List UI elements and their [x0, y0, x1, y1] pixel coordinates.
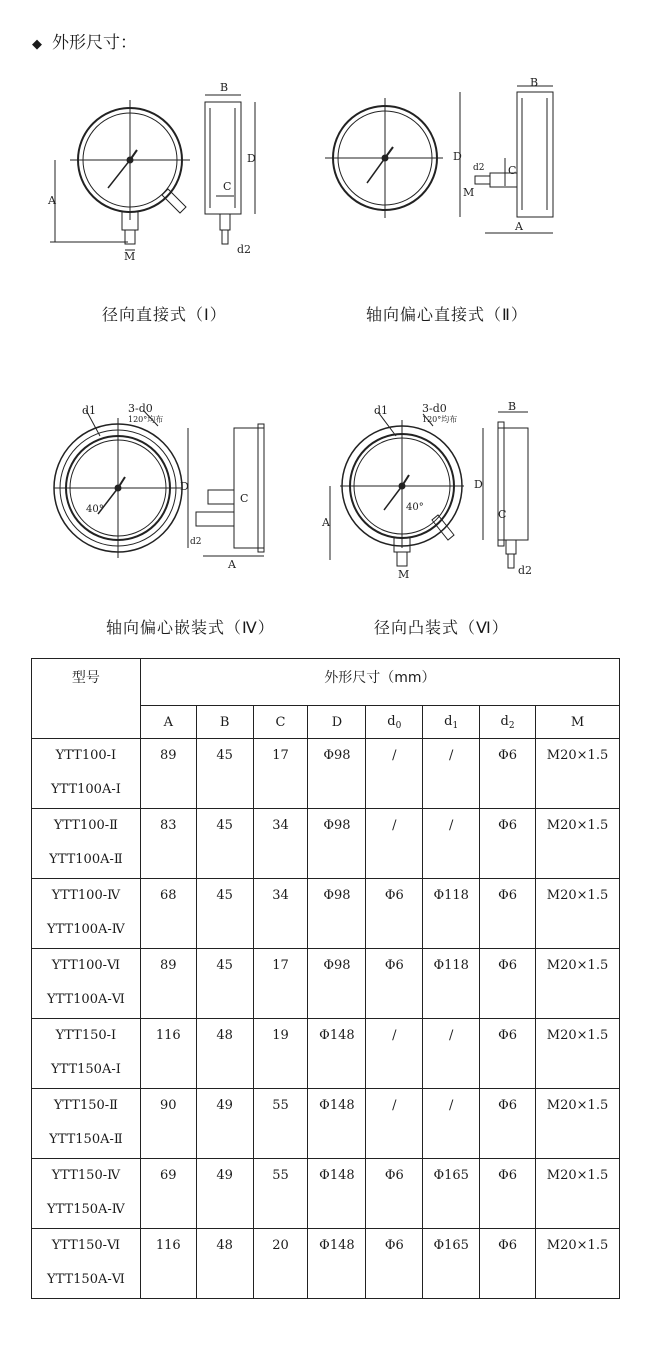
table-row	[32, 739, 620, 809]
dim-label: D	[247, 152, 256, 165]
value-cell: Φ118	[423, 879, 480, 949]
figure-axial-eccentric-flush	[48, 398, 308, 573]
value-cell: 17	[253, 949, 308, 1019]
dim-label: D	[453, 150, 462, 163]
model-name: YTT100A-Ⅱ	[49, 852, 123, 867]
value-cell: 34	[253, 809, 308, 879]
value-cell: Φ6	[480, 739, 536, 809]
value-cell: 17	[253, 739, 308, 809]
model-name: YTT100-Ⅰ	[55, 748, 117, 763]
section-heading	[32, 28, 137, 53]
figure-caption: 径向直接式（Ⅰ）	[102, 305, 227, 324]
value-cell: Φ6	[366, 879, 423, 949]
column-header: A	[140, 706, 196, 739]
value-cell: Φ148	[308, 1159, 366, 1229]
column-header: M	[536, 706, 620, 739]
dim-label: 40°	[406, 502, 424, 513]
table-row	[32, 949, 620, 1019]
dim-label: 40°	[86, 504, 104, 515]
value-cell: 83	[140, 809, 196, 879]
value-cell: /	[366, 1019, 423, 1089]
dim-label: d2	[237, 243, 252, 256]
value-cell: /	[366, 739, 423, 809]
dimension-table	[31, 658, 620, 1299]
table-row	[32, 1229, 620, 1299]
value-cell: Φ148	[308, 1089, 366, 1159]
value-cell: 48	[196, 1019, 253, 1089]
dim-label: d2	[518, 564, 533, 577]
value-cell: 89	[140, 739, 196, 809]
value-cell: 45	[196, 879, 253, 949]
value-cell: M20×1.5	[536, 1019, 620, 1089]
value-cell: 55	[253, 1089, 308, 1159]
value-cell: 55	[253, 1159, 308, 1229]
dim-label: D	[180, 480, 189, 493]
column-header: B	[196, 706, 253, 739]
value-cell: 90	[140, 1089, 196, 1159]
value-cell: /	[366, 809, 423, 879]
column-header: C	[253, 706, 308, 739]
value-cell: Φ6	[366, 1159, 423, 1229]
column-header: $d_0$	[366, 706, 423, 739]
dim-label: B	[530, 78, 539, 89]
figure-caption: 轴向偏心嵌装式（Ⅳ）	[106, 618, 275, 637]
model-name: YTT150A-Ⅱ	[49, 1132, 123, 1147]
value-cell: 45	[196, 809, 253, 879]
dim-label: C	[240, 492, 249, 505]
model-name: YTT100-Ⅱ	[53, 818, 119, 833]
figure-axial-eccentric-direct	[325, 78, 565, 243]
dim-label: d1	[374, 404, 389, 417]
value-cell: 48	[196, 1229, 253, 1299]
value-cell: Φ6	[480, 879, 536, 949]
value-cell: Φ6	[480, 1019, 536, 1089]
value-cell: Φ6	[480, 1229, 536, 1299]
value-cell: Φ98	[308, 949, 366, 1019]
model-name: YTT150A-Ⅵ	[47, 1272, 125, 1287]
dim-label: M	[463, 186, 475, 199]
dim-label: 120°均布	[128, 415, 164, 424]
value-cell: 69	[140, 1159, 196, 1229]
dim-label: M	[398, 568, 410, 581]
dim-label: 120°均布	[422, 415, 458, 424]
value-cell: 49	[196, 1089, 253, 1159]
dim-label: C	[508, 164, 517, 177]
value-cell: Φ6	[480, 809, 536, 879]
dim-label: 3-d0	[422, 402, 447, 415]
value-cell: Φ98	[308, 879, 366, 949]
dim-label: B	[508, 400, 517, 413]
value-cell: Φ165	[423, 1229, 480, 1299]
value-cell: 49	[196, 1159, 253, 1229]
value-cell: M20×1.5	[536, 1089, 620, 1159]
dim-label: D	[474, 478, 483, 491]
value-cell: 34	[253, 879, 308, 949]
value-cell: 45	[196, 949, 253, 1019]
value-cell: 116	[140, 1019, 196, 1089]
value-cell: M20×1.5	[536, 1159, 620, 1229]
dim-label: A	[228, 558, 236, 571]
value-cell: Φ118	[423, 949, 480, 1019]
figure-caption: 径向凸装式（Ⅵ）	[374, 618, 509, 637]
dim-label: C	[498, 508, 507, 521]
figure-caption: 轴向偏心直接式（Ⅱ）	[366, 305, 528, 324]
table-row	[32, 1159, 620, 1229]
section-title: 外形尺寸：	[52, 33, 137, 53]
model-name: YTT100A-Ⅵ	[47, 992, 125, 1007]
value-cell: /	[366, 1089, 423, 1159]
value-cell: Φ98	[308, 809, 366, 879]
value-cell: /	[423, 1089, 480, 1159]
figure-radial-protruding	[318, 398, 558, 583]
column-header: $d_2$	[480, 706, 536, 739]
dim-label: d2	[190, 537, 202, 547]
group-header: 外形尺寸（mm）	[140, 659, 619, 706]
value-cell: 116	[140, 1229, 196, 1299]
model-name: YTT150-Ⅰ	[55, 1028, 117, 1043]
value-cell: Φ6	[480, 1089, 536, 1159]
table-row	[32, 1089, 620, 1159]
model-name: YTT150A-Ⅳ	[47, 1202, 125, 1217]
value-cell: Φ148	[308, 1019, 366, 1089]
value-cell: Φ6	[366, 1229, 423, 1299]
value-cell: M20×1.5	[536, 949, 620, 1019]
dim-label: d1	[82, 404, 97, 417]
model-cell	[32, 949, 141, 1019]
model-name: YTT100A-Ⅳ	[47, 922, 125, 937]
model-header: 型号	[32, 659, 141, 739]
table-row	[32, 809, 620, 879]
model-name: YTT150-Ⅵ	[51, 1238, 121, 1253]
value-cell: Φ98	[308, 739, 366, 809]
value-cell: 19	[253, 1019, 308, 1089]
diamond-bullet-icon: ◆	[32, 37, 42, 52]
figure-radial-direct	[40, 80, 280, 265]
model-name: YTT150-Ⅳ	[51, 1168, 121, 1183]
value-cell: Φ6	[480, 1159, 536, 1229]
dim-label: 3-d0	[128, 402, 153, 415]
value-cell: M20×1.5	[536, 809, 620, 879]
dim-label: A	[515, 220, 523, 233]
value-cell: M20×1.5	[536, 739, 620, 809]
model-cell	[32, 809, 141, 879]
model-cell	[32, 1089, 141, 1159]
table-row	[32, 1019, 620, 1089]
model-name: YTT100-Ⅵ	[51, 958, 121, 973]
model-cell	[32, 1159, 141, 1229]
value-cell: Φ6	[480, 949, 536, 1019]
value-cell: 20	[253, 1229, 308, 1299]
model-cell	[32, 879, 141, 949]
value-cell: M20×1.5	[536, 879, 620, 949]
dim-label: M	[124, 250, 136, 263]
model-cell	[32, 739, 141, 809]
value-cell: Φ165	[423, 1159, 480, 1229]
model-name: YTT150-Ⅱ	[53, 1098, 119, 1113]
table-row	[32, 879, 620, 949]
value-cell: 45	[196, 739, 253, 809]
column-header: $d_1$	[423, 706, 480, 739]
value-cell: Φ148	[308, 1229, 366, 1299]
model-name: YTT100-Ⅳ	[51, 888, 121, 903]
dim-label: C	[223, 180, 232, 193]
dim-label: B	[220, 81, 229, 94]
value-cell: /	[423, 739, 480, 809]
value-cell: Φ6	[366, 949, 423, 1019]
value-cell: M20×1.5	[536, 1229, 620, 1299]
model-cell	[32, 1019, 141, 1089]
model-cell	[32, 1229, 141, 1299]
dim-label: A	[322, 516, 330, 529]
model-name: YTT100A-Ⅰ	[50, 782, 121, 797]
dim-label: A	[48, 194, 56, 207]
dim-label: d2	[473, 163, 485, 173]
value-cell: 68	[140, 879, 196, 949]
value-cell: 89	[140, 949, 196, 1019]
model-name: YTT150A-Ⅰ	[50, 1062, 121, 1077]
value-cell: /	[423, 809, 480, 879]
column-header: D	[308, 706, 366, 739]
value-cell: /	[423, 1019, 480, 1089]
